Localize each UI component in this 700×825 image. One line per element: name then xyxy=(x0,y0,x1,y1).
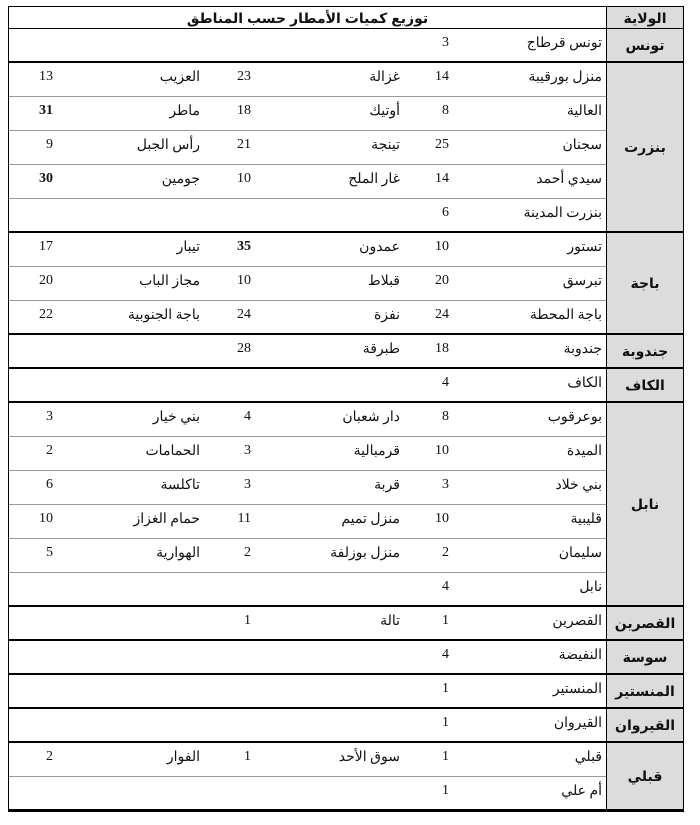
rainfall-value: 31 xyxy=(39,103,53,118)
rainfall-value: 2 xyxy=(46,443,53,458)
station-row xyxy=(9,29,606,63)
rainfall-value: 24 xyxy=(435,307,449,322)
rainfall-value: 5 xyxy=(46,545,53,560)
rainfall-value: 1 xyxy=(442,715,449,730)
station-row xyxy=(9,539,606,573)
rainfall-table xyxy=(8,6,684,812)
station-name: تبرسق xyxy=(562,274,602,289)
rainfall-value: 10 xyxy=(237,273,251,288)
wilaya-stations xyxy=(9,335,606,369)
station-name: المنستير xyxy=(552,682,602,697)
station-name: بوعرقوب xyxy=(547,410,602,425)
wilaya-column-header: الولاية xyxy=(606,7,683,29)
rainfall-value: 3 xyxy=(244,477,251,492)
rainfall-value: 10 xyxy=(435,511,449,526)
wilaya-stations xyxy=(9,743,606,811)
rainfall-value: 8 xyxy=(442,103,449,118)
station-row xyxy=(9,607,606,641)
wilaya-name: القيروان xyxy=(606,709,683,743)
rainfall-value: 18 xyxy=(435,341,449,356)
table-title: توزيع كميات الأمطار حسب المناطق xyxy=(9,7,606,29)
station-name: دار شعبان xyxy=(342,410,400,425)
station-row xyxy=(9,97,606,131)
station-name: تستور xyxy=(567,240,602,255)
rainfall-value: 10 xyxy=(435,443,449,458)
rainfall-value: 21 xyxy=(237,137,251,152)
station-row xyxy=(9,641,606,675)
wilaya-name: المنستير xyxy=(606,675,683,709)
wilaya-stations xyxy=(9,233,606,335)
rainfall-value: 17 xyxy=(39,239,53,254)
rainfall-value: 6 xyxy=(442,205,449,220)
rainfall-value: 1 xyxy=(442,783,449,798)
rainfall-value: 23 xyxy=(237,69,251,84)
rainfall-value: 14 xyxy=(435,69,449,84)
rainfall-value: 28 xyxy=(237,341,251,356)
station-name: العالية xyxy=(566,104,602,119)
rainfall-value: 20 xyxy=(435,273,449,288)
station-row xyxy=(9,675,606,709)
rainfall-value: 14 xyxy=(435,171,449,186)
wilaya-name: قبلي xyxy=(606,743,683,811)
station-name: سجنان xyxy=(562,138,602,153)
station-name: ماطر xyxy=(169,104,200,119)
wilaya-stations xyxy=(9,29,606,63)
station-name: بنزرت المدينة xyxy=(523,206,602,221)
station-name: بني خيار xyxy=(152,410,200,425)
wilaya-stations xyxy=(9,403,606,607)
rainfall-value: 11 xyxy=(237,511,251,526)
rainfall-value: 1 xyxy=(244,613,251,628)
wilaya-name: تونس xyxy=(606,29,683,63)
station-row xyxy=(9,743,606,777)
wilaya-name: سوسة xyxy=(606,641,683,675)
rainfall-value: 4 xyxy=(442,375,449,390)
rainfall-value: 4 xyxy=(244,409,251,424)
rainfall-value: 10 xyxy=(39,511,53,526)
rainfall-value: 3 xyxy=(442,35,449,50)
rainfall-value: 22 xyxy=(39,307,53,322)
wilaya-stations xyxy=(9,675,606,709)
station-row xyxy=(9,63,606,97)
station-name: باجة المحطة xyxy=(529,308,602,323)
station-name: عمدون xyxy=(359,240,400,255)
station-name: أوتيك xyxy=(369,104,400,119)
station-row xyxy=(9,301,606,335)
station-name: حمام الغزاز xyxy=(133,512,200,527)
station-name: الميدة xyxy=(566,444,602,459)
wilaya-name: الكاف xyxy=(606,369,683,403)
station-name: طبرقة xyxy=(362,342,400,357)
rainfall-value: 4 xyxy=(442,647,449,662)
station-row xyxy=(9,199,606,233)
station-name: الهوارية xyxy=(156,546,200,561)
station-name: الكاف xyxy=(567,376,602,391)
wilaya-stations xyxy=(9,607,606,641)
station-row xyxy=(9,403,606,437)
wilaya-name: جندوبة xyxy=(606,335,683,369)
rainfall-value: 10 xyxy=(435,239,449,254)
station-name: قبلاط xyxy=(367,274,400,289)
station-name: غزالة xyxy=(369,70,400,85)
station-name: غار الملح xyxy=(348,172,400,187)
rainfall-value: 1 xyxy=(442,613,449,628)
rainfall-value: 6 xyxy=(46,477,53,492)
rainfall-value: 9 xyxy=(46,137,53,152)
station-name: سوق الأحد xyxy=(338,750,400,765)
rainfall-value: 25 xyxy=(435,137,449,152)
rainfall-value: 3 xyxy=(46,409,53,424)
station-name: منزل تميم xyxy=(341,512,400,527)
station-name: تاكلسة xyxy=(160,478,200,493)
station-name: بني خلاد xyxy=(555,478,602,493)
rainfall-value: 24 xyxy=(237,307,251,322)
wilaya-name: باجة xyxy=(606,233,683,335)
station-name: تالة xyxy=(380,614,400,629)
rainfall-value: 1 xyxy=(442,681,449,696)
rainfall-value: 8 xyxy=(442,409,449,424)
station-name: الفوار xyxy=(166,750,200,765)
station-name: النفيضة xyxy=(558,648,602,663)
station-name: قبلي xyxy=(574,750,602,765)
rainfall-value: 20 xyxy=(39,273,53,288)
station-row xyxy=(9,777,606,811)
wilaya-name: القصرين xyxy=(606,607,683,641)
wilaya-stations xyxy=(9,63,606,233)
rainfall-value: 10 xyxy=(237,171,251,186)
station-name: مجاز الباب xyxy=(139,274,200,289)
rainfall-value: 3 xyxy=(244,443,251,458)
station-name: قليبية xyxy=(570,512,602,527)
station-name: منزل بوزلفة xyxy=(330,546,400,561)
rainfall-value: 3 xyxy=(442,477,449,492)
wilaya-name: بنزرت xyxy=(606,63,683,233)
station-row xyxy=(9,505,606,539)
rainfall-value: 2 xyxy=(46,749,53,764)
station-name: جومين xyxy=(161,172,200,187)
station-name: قرمبالية xyxy=(353,444,400,459)
station-name: نفزة xyxy=(373,308,400,323)
rainfall-value: 18 xyxy=(237,103,251,118)
rainfall-value: 2 xyxy=(442,545,449,560)
rainfall-value: 35 xyxy=(237,239,251,254)
station-name: باجة الجنوبية xyxy=(127,308,200,323)
station-name: تينجة xyxy=(371,138,400,153)
station-name: القصرين xyxy=(552,614,602,629)
station-name: العزيب xyxy=(159,70,200,85)
rainfall-value: 2 xyxy=(244,545,251,560)
rainfall-value: 4 xyxy=(442,579,449,594)
station-row xyxy=(9,165,606,199)
station-name: سيدي أحمد xyxy=(536,172,602,187)
rainfall-value: 30 xyxy=(39,171,53,186)
station-row xyxy=(9,131,606,165)
station-name: قربة xyxy=(374,478,400,493)
station-name: جندوبة xyxy=(563,342,602,357)
station-name: الحمامات xyxy=(145,444,200,459)
station-row xyxy=(9,471,606,505)
station-row xyxy=(9,233,606,267)
station-row xyxy=(9,335,606,369)
wilaya-stations xyxy=(9,641,606,675)
station-row xyxy=(9,709,606,743)
wilaya-stations xyxy=(9,369,606,403)
station-name: تيبار xyxy=(176,240,200,255)
rainfall-value: 1 xyxy=(442,749,449,764)
station-name: تونس قرطاج xyxy=(526,36,602,51)
station-name: سليمان xyxy=(558,546,602,561)
station-row xyxy=(9,573,606,607)
station-row xyxy=(9,267,606,301)
station-name: منزل بورقيبة xyxy=(528,70,602,85)
rainfall-value: 13 xyxy=(39,69,53,84)
rainfall-value: 1 xyxy=(244,749,251,764)
wilaya-name: نابل xyxy=(606,403,683,607)
station-row xyxy=(9,437,606,471)
station-name: رأس الجبل xyxy=(136,138,200,153)
station-name: أم علي xyxy=(561,784,602,799)
station-row xyxy=(9,369,606,403)
station-name: القيروان xyxy=(553,716,602,731)
station-name: نابل xyxy=(579,580,602,595)
wilaya-stations xyxy=(9,709,606,743)
